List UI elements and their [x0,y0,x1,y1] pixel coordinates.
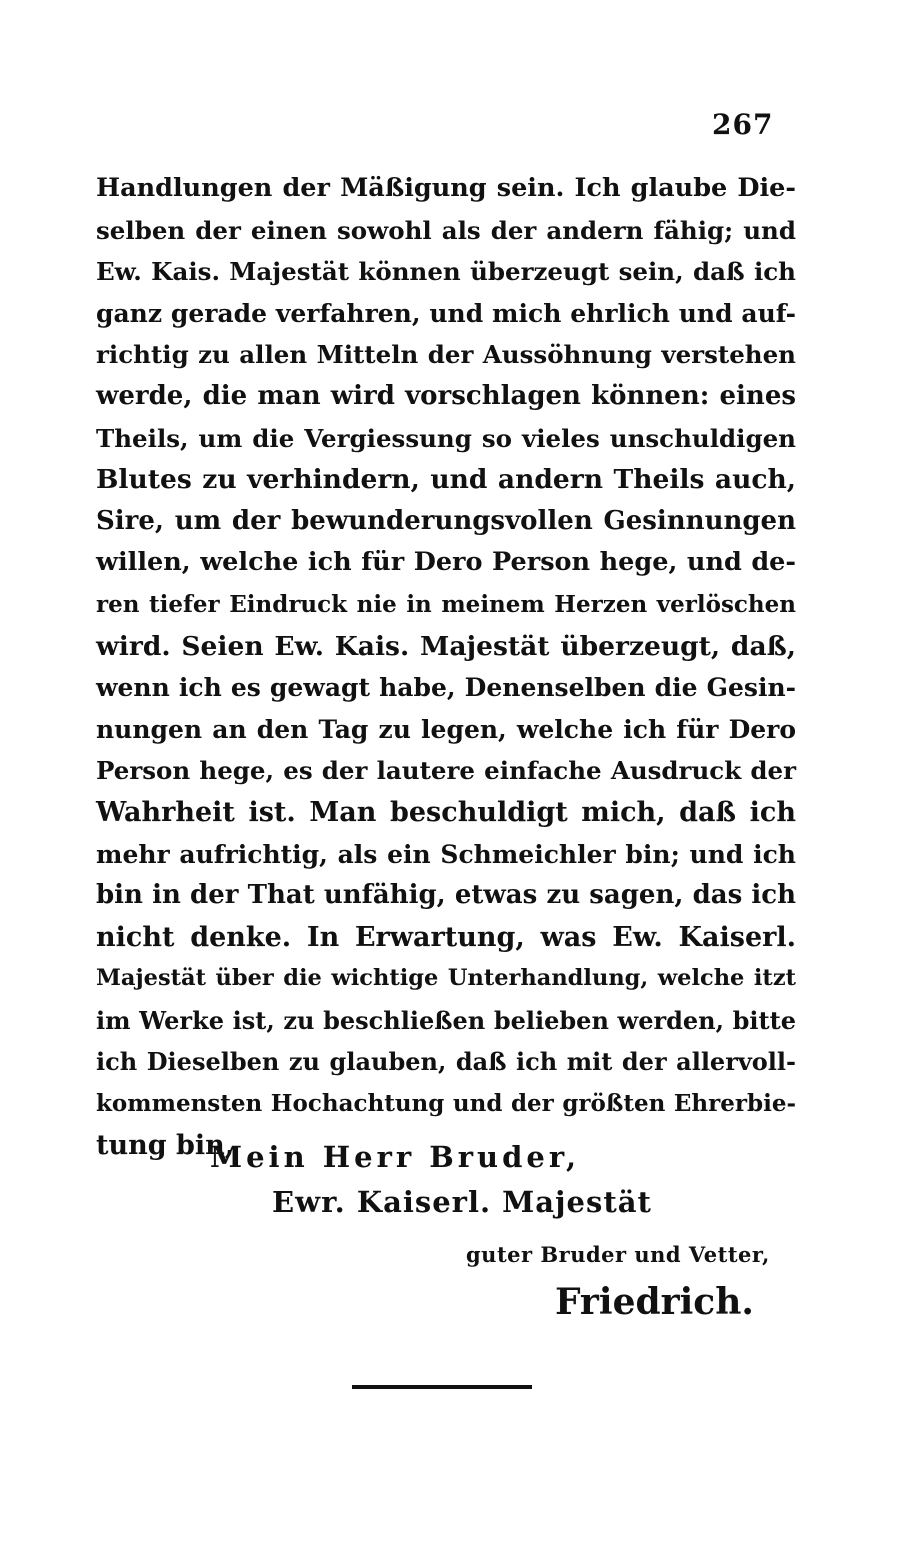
text-line: ich Dieselben zu glauben, daß ich mit der allervoll- [96,1047,796,1077]
text-line: tung bin, [96,1129,235,1161]
text-line: Theils, um die Vergiessung so vieles unschuldigen [96,423,796,453]
text-line: ganz gerade verfahren, und mich ehrlich und auf- [96,298,796,328]
page-number: 267 [712,108,774,141]
end-rule [352,1385,532,1389]
letter-body [96,168,796,1166]
text-line: mehr aufrichtig, als ein Schmeichler bin; und ich [96,839,796,869]
text-line: Handlungen der Mäßigung sein. Ich glaube Die- [96,173,796,203]
closing-salutation: Mein Herr Bruder, [210,1140,581,1174]
text-line: nungen an den Tag zu legen, welche ich für Dero [96,714,796,744]
closing-address: Ewr. Kaiserl. Majestät [272,1185,652,1219]
signature: Friedrich. [555,1281,754,1323]
text-line: willen, welche ich für Dero Person hege, und de- [96,547,796,578]
text-line: selben der einen sowohl als der andern fähig; und [96,215,796,245]
text-line: im Werke ist, zu beschließen belieben werden, bitte [96,1005,796,1035]
text-line: richtig zu allen Mitteln der Aussöhnung verstehen [96,340,796,370]
text-line: wenn ich es gewagt habe, Denenselben die Gesin- [96,673,796,703]
text-line: Sire, um der bewunderungsvollen Gesinnungen [96,505,796,536]
text-line: Wahrheit ist. Man beschuldigt mich, daß ich [96,796,796,828]
text-line: Majestät über die wichtige Unterhandlung, welche itzt [96,965,796,992]
text-line: Ew. Kais. Majestät können überzeugt sein, daß ich [96,257,796,287]
closing-relation: guter Bruder und Vetter, [466,1242,770,1267]
text-line: Blutes zu verhindern, und andern Theils auch, [96,464,796,496]
text-line: wird. Seien Ew. Kais. Majestät überzeugt, daß, [96,630,796,662]
text-line: werde, die man wird vorschlagen können: eines [96,380,796,411]
text-line: ren tiefer Eindruck nie in meinem Herzen verlöschen [96,590,796,618]
text-line: bin in der That unfähig, etwas zu sagen, das ich [96,880,796,911]
text-line: nicht denke. In Erwartung, was Ew. Kaiserl. [96,921,796,953]
text-line: Person hege, es der lautere einfache Ausdruck der [96,756,796,786]
text-line: kommensten Hochachtung und der größten Ehrerbie- [96,1090,796,1118]
